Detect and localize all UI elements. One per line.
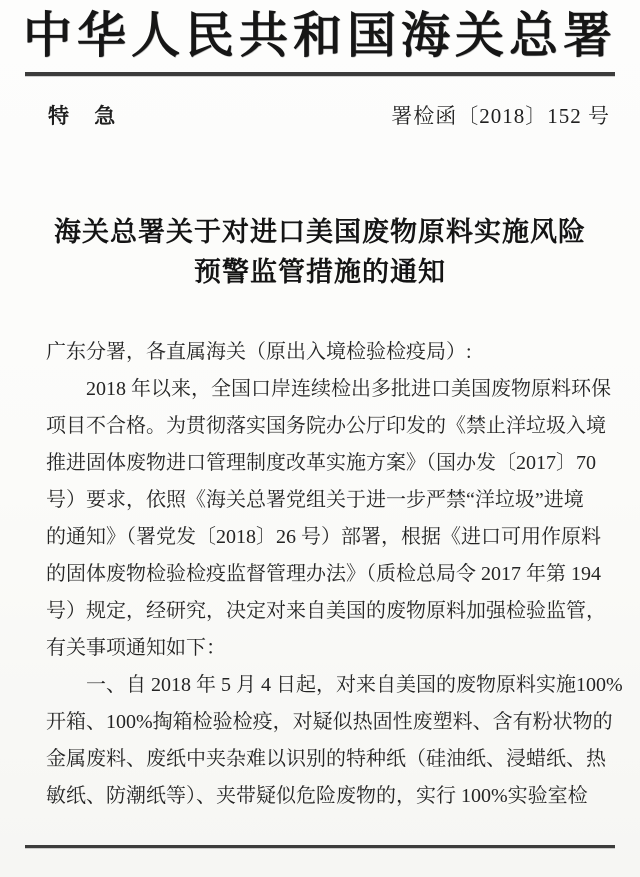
header-meta-row bbox=[0, 100, 640, 130]
body-line: 推进固体废物进口管理制度改革实施方案》（国办发〔2017〕70 bbox=[46, 452, 596, 474]
document-header bbox=[0, 0, 640, 130]
body-line: 一、自 2018 年 5 月 4 日起，对来自美国的废物原料实施100% bbox=[86, 674, 623, 696]
body-line: 敏纸、防潮纸等）、夹带疑似危险废物的，实行 100%实验室检 bbox=[46, 785, 588, 807]
body-line: 的固体废物检验检疫监督管理办法》（质检总局令 2017 年第 194 bbox=[46, 563, 601, 585]
body-line: 号）规定，经研究，决定对来自美国的废物原料加强检验监管， bbox=[46, 600, 606, 622]
urgency-label: 特 急 bbox=[48, 104, 118, 128]
document-number: 署检函〔2018〕152 号 bbox=[391, 104, 610, 128]
body-line: 广东分署，各直属海关（原出入境检验检疫局）: bbox=[46, 341, 472, 363]
document-title-line-1: 海关总署关于对进口美国废物原料实施风险 bbox=[54, 217, 586, 247]
body-line: 2018 年以来，全国口岸连续检出多批进口美国废物原料环保 bbox=[86, 378, 611, 400]
agency-name: 中华人民共和国海关总署 bbox=[22, 8, 617, 63]
document-main bbox=[0, 212, 640, 815]
body-line: 有关事项通知如下： bbox=[46, 637, 226, 659]
body-line: 项目不合格。为贯彻落实国务院办公厅印发的《禁止洋垃圾入境 bbox=[46, 415, 606, 437]
body-line: 金属废料、废纸中夹杂难以识别的特种纸（硅油纸、浸蜡纸、热 bbox=[46, 748, 606, 770]
body-paragraph-2 bbox=[46, 371, 611, 667]
document-title bbox=[0, 212, 640, 292]
document-body bbox=[0, 334, 640, 815]
header-divider-rule bbox=[25, 72, 615, 76]
body-line: 号）要求，依照《海关总署党组关于进一步严禁“洋垃圾”进境 bbox=[46, 489, 584, 511]
document-title-line-2: 预警监管措施的通知 bbox=[194, 257, 446, 287]
body-paragraph-1 bbox=[46, 334, 594, 371]
footer-divider-rule bbox=[25, 845, 615, 848]
body-paragraph-3 bbox=[46, 667, 623, 815]
body-line: 的通知》（署党发〔2018〕26 号）部署，根据《进口可用作原料 bbox=[46, 526, 601, 548]
body-line: 开箱、100%掏箱检验检疫，对疑似热固性废塑料、含有粉状物的 bbox=[46, 711, 613, 733]
